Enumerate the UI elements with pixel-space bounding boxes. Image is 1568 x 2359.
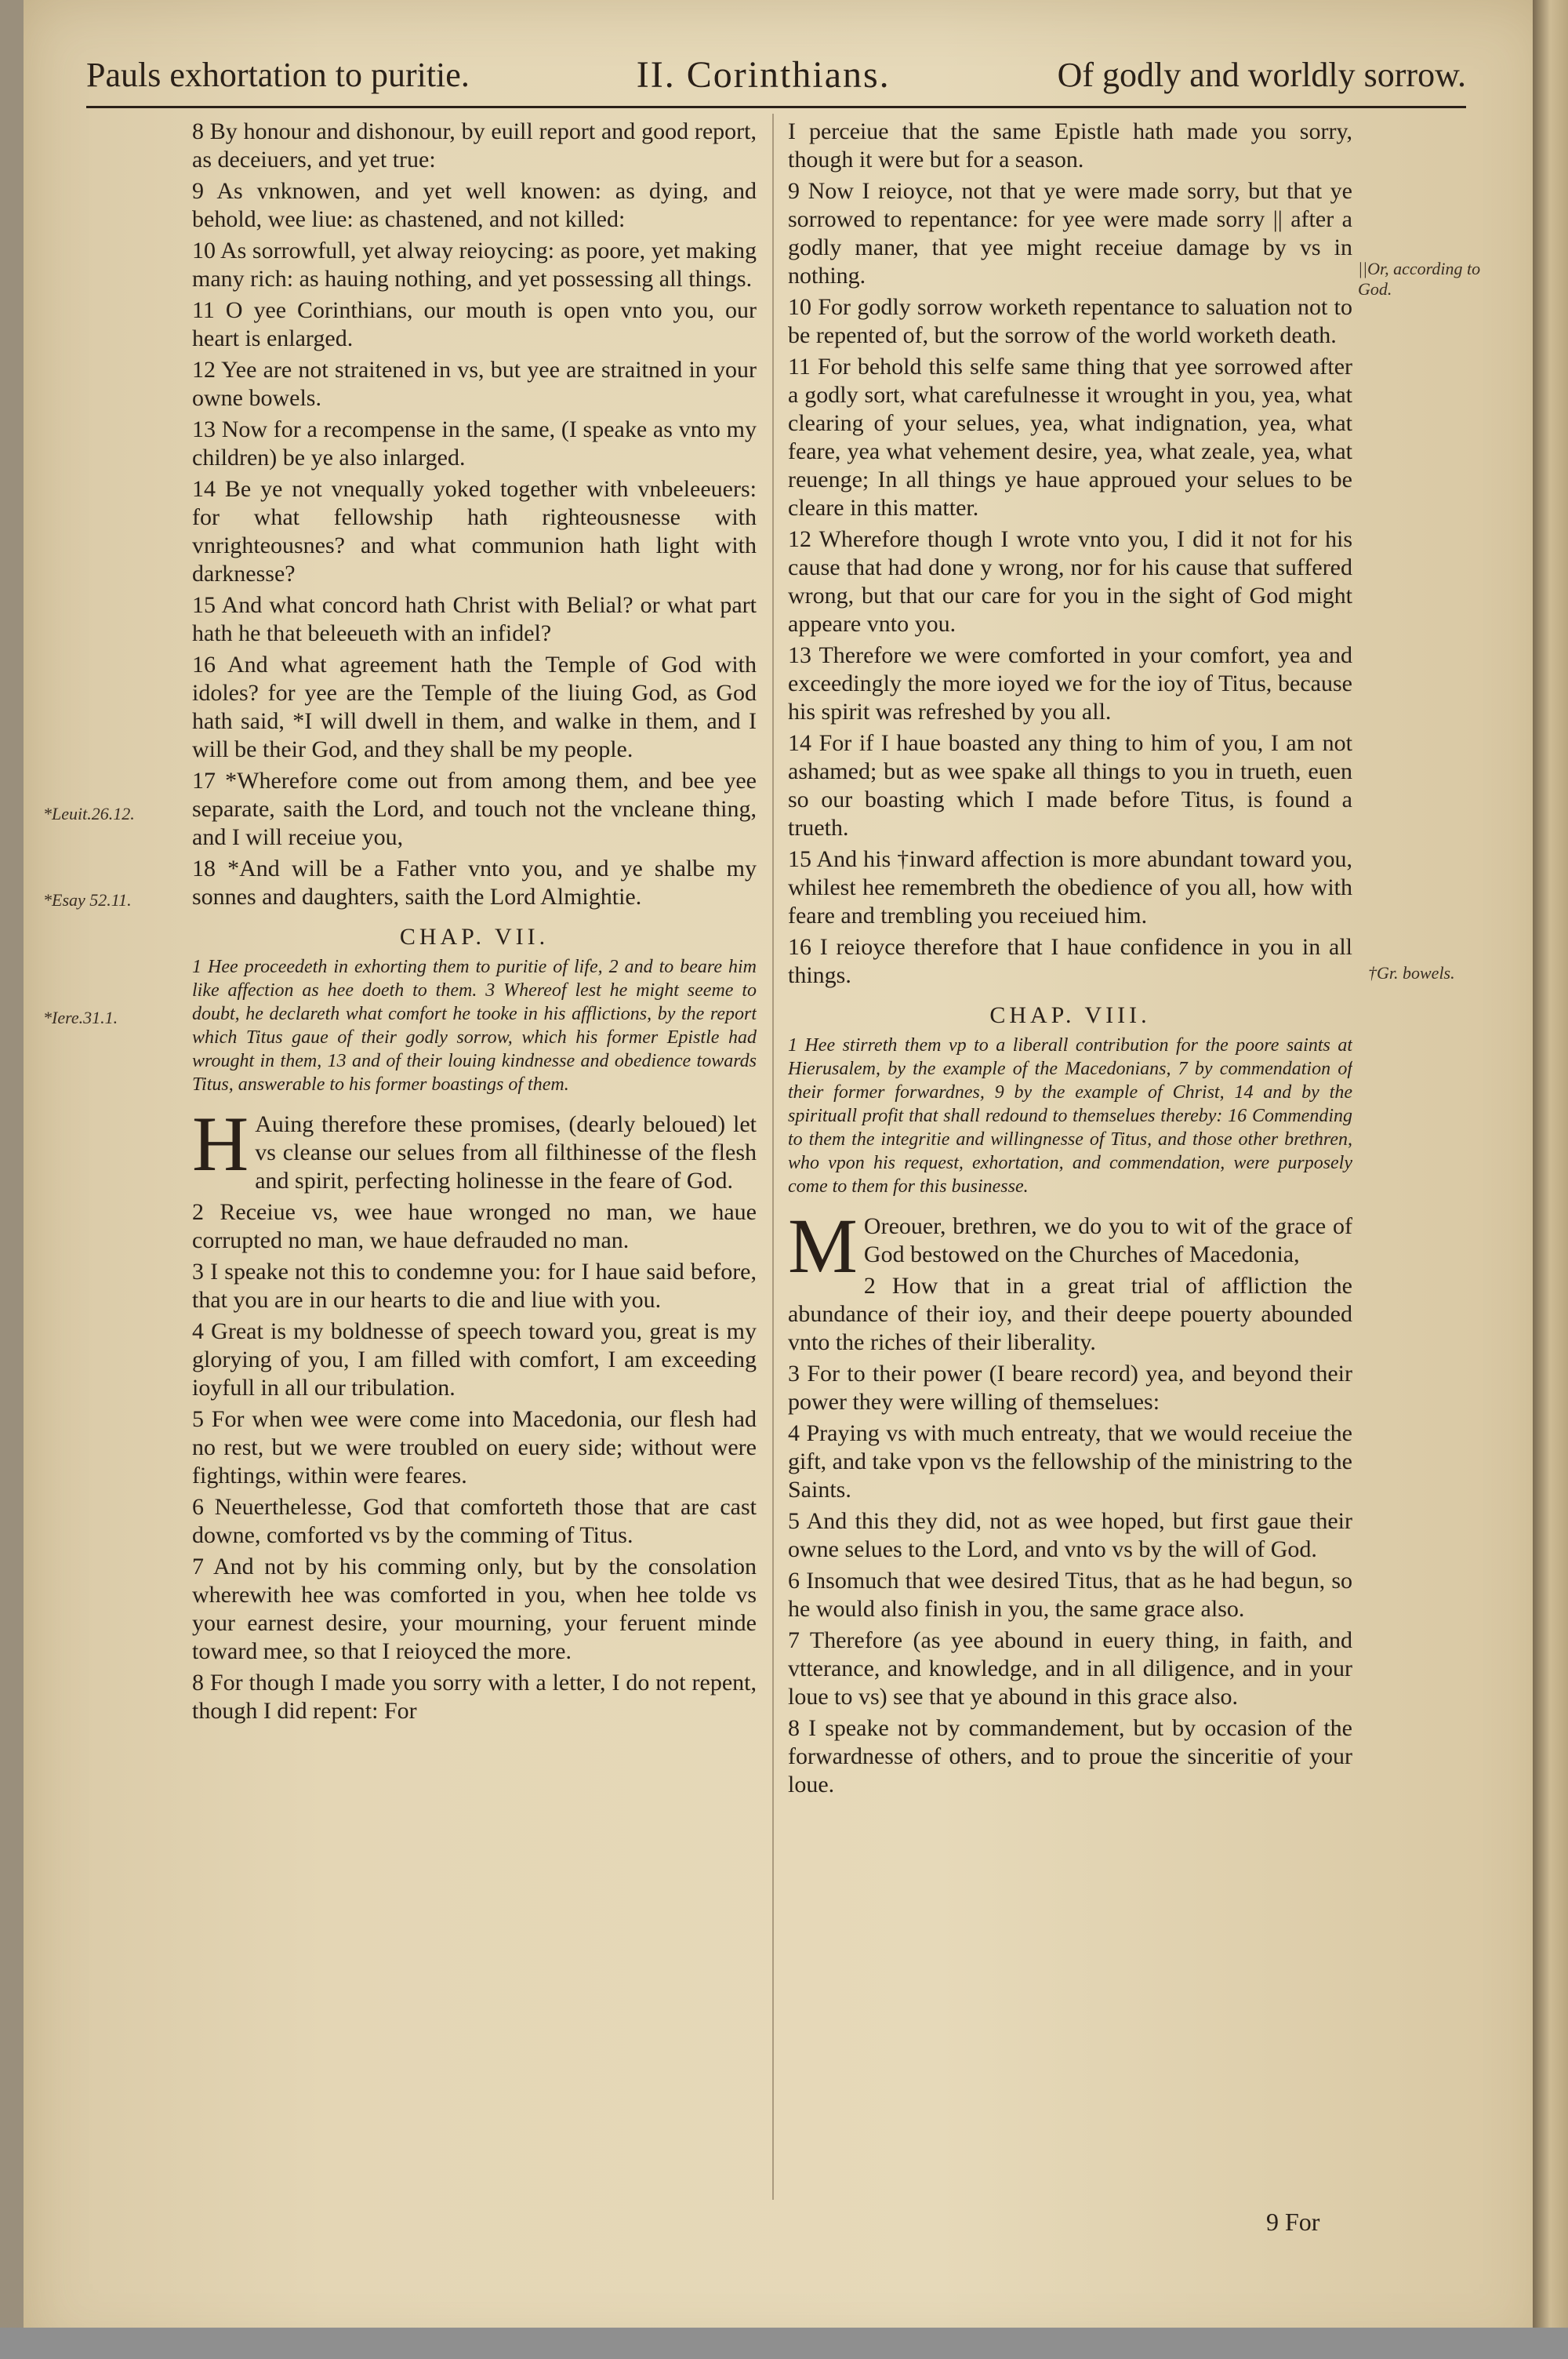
catchword: 9 For: [1266, 2208, 1320, 2236]
verse: 7 Therefore (as yee abound in euery thing, in faith, and vtterance, and knowledge, and in all diligence, and in your loue to vs) see that ye abound in this grace also.: [788, 1627, 1352, 1710]
verse: 2 How that in a great trial of affliction the abundance of their ioy, and their deepe pouerty abounded vnto the riches of their liberality.: [788, 1273, 1352, 1355]
verse: 3 For to their power (I beare record) yea, and beyond their power they were willing of themselues:: [788, 1361, 1352, 1415]
header-right-title: Of godly and worldly sorrow.: [1057, 55, 1466, 94]
left-verses-chapter-7: [192, 1198, 757, 1725]
dropcap-letter: M: [788, 1202, 858, 1289]
column-divider: [772, 114, 774, 2200]
verse-text: Auing therefore these promises, (dearly beloued) let vs cleanse our selues from all filthinesse of the flesh and spirit, perfecting holinesse in the feare of God.: [255, 1111, 757, 1194]
verse: 11 For behold this selfe same thing that yee sorrowed after a godly sort, what carefulnesse it wrought in you, yea, what clearing of your selues, yea, what indignation, yea, what feare, yea what vehement desire, yea, what zeale, yea, what reuenge; In all things ye haue approued your selues to be cleare in this matter.: [788, 354, 1352, 521]
verse: 11 O yee Corinthians, our mouth is open vnto you, our heart is enlarged.: [192, 297, 757, 351]
left-column: [192, 118, 757, 2204]
next-page-edge: [1533, 0, 1568, 2359]
left-verses-chapter-6: [192, 118, 757, 911]
margin-note-leuit: *Leuit.26.12.: [43, 804, 135, 823]
dropcap-letter: H: [192, 1100, 249, 1187]
verse: 13 Therefore we were comforted in your comfort, yea and exceedingly the more ioyed we for the ioy of Titus, because his spirit was refreshed by you all.: [788, 642, 1352, 725]
right-verses-chapter-7: [788, 118, 1352, 990]
verse: 15 And his †inward affection is more abundant toward you, whilest hee remembreth the obedience of you all, how with feare and trembling you receiued him.: [788, 846, 1352, 929]
verse: 12 Yee are not straitened in vs, but yee are straitned in your owne bowels.: [192, 357, 757, 411]
verse: 8 By honour and dishonour, by euill report and good report, as deceiuers, and yet true:: [192, 118, 757, 173]
verse: 14 Be ye not vnequally yoked together with vnbeleeuers: for what fellowship hath righteousnesse with vnrighteousnes? and what communion hath light with darknesse?: [192, 476, 757, 587]
margin-note-or-according: ||Or, according to God.: [1358, 259, 1481, 299]
verse: 4 Great is my boldnesse of speech toward you, great is my glorying of you, I am filled with comfort, I am exceeding ioyfull in all our tribulation.: [192, 1318, 757, 1401]
chapter-8-summary: 1 Hee stirreth them vp to a liberall contribution for the poore saints at Hierusalem, by the example of the Macedonians, 7 by commendation of their former forwardnes, 9 by the example of Christ, 14 and by the spirituall profit that shall redound to themselues thereby: 16 Commending to them the integritie and willingnesse of Titus, and those other brethren, who vpon his request, exhortation, and commendation, were purposely come to them for this businesse.: [788, 1035, 1352, 1197]
verse: 3 I speake not this to condemne you: for I haue said before, that you are in our hearts to die and liue with you.: [192, 1259, 757, 1313]
verse: 14 For if I haue boasted any thing to him of you, I am not ashamed; but as wee spake all things to you in trueth, euen so our boasting which I made before Titus, is found a trueth.: [788, 730, 1352, 841]
verse: 8 I speake not by commandement, but by occasion of the forwardnesse of others, and to proue the sinceritie of your loue.: [788, 1715, 1352, 1797]
verse: 17 *Wherefore come out from among them, and bee yee separate, saith the Lord, and touch not the vncleane thing, and I will receiue you,: [192, 768, 757, 850]
header-book-title: II. Corinthians.: [636, 53, 891, 96]
verse: 6 Neuerthelesse, God that comforteth those that are cast downe, comforted vs by the comming of Titus.: [192, 1494, 757, 1548]
margin-note-gr-bowels: †Gr. bowels.: [1368, 963, 1455, 983]
verse: 7 And not by his comming only, but by the consolation wherewith hee was comforted in you, when hee tolde vs your earnest desire, your mourning, your feruent minde toward mee, so that I reioyced the more.: [192, 1554, 757, 1664]
chapter-heading-7: CHAP. VII.: [399, 924, 550, 950]
verse: 15 And what concord hath Christ with Belial? or what part hath he that beleeueth with an infidel?: [192, 592, 757, 646]
chapter-7-summary: 1 Hee proceedeth in exhorting them to puritie of life, 2 and to beare him like affection as hee doeth to them. 3 Whereof lest he might seeme to doubt, he declareth what comfort he tooke in his afflictions, by the report which Titus gaue of their godly sorrow, which his former Epistle had wrought in them, 13 and of their louing kindnesse and obedience towards Titus, answerable to his former boastings of them.: [192, 957, 757, 1095]
verse: 9 As vnknowen, and yet well knowen: as dying, and behold, wee liue: as chastened, and not killed:: [192, 178, 757, 232]
chapter-heading-8: CHAP. VIII.: [989, 1002, 1151, 1028]
verse: 12 Wherefore though I wrote vnto you, I did it not for his cause that had done y wrong, nor for his cause that suffered wrong, but that our care for you in the sight of God might appeare vnto you.: [788, 526, 1352, 637]
verse: 10 For godly sorrow worketh repentance to saluation not to be repented of, but the sorrow of the world worketh death.: [788, 294, 1352, 348]
verse: 16 I reioyce therefore that I haue confidence in you in all things.: [788, 934, 1352, 988]
verse: 9 Now I reioyce, not that ye were made sorry, but that ye sorrowed to repentance: for yee were made sorry || after a godly maner, that yee might receiue damage by vs in nothing.: [788, 178, 1352, 289]
verse: 10 As sorrowfull, yet alway reioycing: as poore, yet making many rich: as hauing nothing, and yet possessing all things.: [192, 238, 757, 292]
verse: 16 And what agreement hath the Temple of God with idoles? for yee are the Temple of the liuing God, as God hath said, *I will dwell in them, and walke in them, and I will be their God, and they shall be my people.: [192, 652, 757, 762]
verse: 18 *And will be a Father vnto you, and ye shalbe my sonnes and daughters, saith the Lord Almightie.: [192, 856, 757, 910]
verse: I perceiue that the same Epistle hath made you sorry, though it were but for a season.: [788, 118, 1352, 173]
verse: 2 Receiue vs, wee haue wronged no man, we haue corrupted no man, we haue defrauded no man.: [192, 1199, 757, 1253]
verse: 4 Praying vs with much entreaty, that we would receiue the gift, and take vpon vs the fellowship of the ministring to the Saints.: [788, 1420, 1352, 1503]
header-left-title: Pauls exhortation to puritie.: [86, 55, 470, 94]
verse: 13 Now for a recompense in the same, (I speake as vnto my children) be ye also inlarged.: [192, 416, 757, 471]
verse: 5 And this they did, not as wee hoped, but first gaue their owne selues to the Lord, and vnto vs by the will of God.: [788, 1508, 1352, 1562]
verse: 6 Insomuch that wee desired Titus, that as he had begun, so he would also finish in you, the same grace also.: [788, 1568, 1352, 1622]
running-header: [86, 43, 1466, 108]
verse: 8 For though I made you sorry with a letter, I do not repent, though I did repent: For: [192, 1670, 757, 1724]
scan-background: [0, 2328, 1568, 2359]
margin-note-esay: *Esay 52.11.: [43, 890, 132, 910]
verse-text: Oreouer, brethren, we do you to wit of the grace of God bestowed on the Churches of Macedonia,: [863, 1213, 1352, 1267]
chapter-8-verse-1: [788, 1202, 1352, 1289]
verse: 5 For when wee were come into Macedonia, our flesh had no rest, but we were troubled on euery side; without were fightings, within were feares.: [192, 1406, 757, 1488]
right-column: [788, 118, 1352, 2204]
chapter-7-verse-1: [192, 1100, 757, 1195]
margin-note-iere: *Iere.31.1.: [43, 1008, 118, 1027]
right-verses-chapter-8: [788, 1272, 1352, 1799]
